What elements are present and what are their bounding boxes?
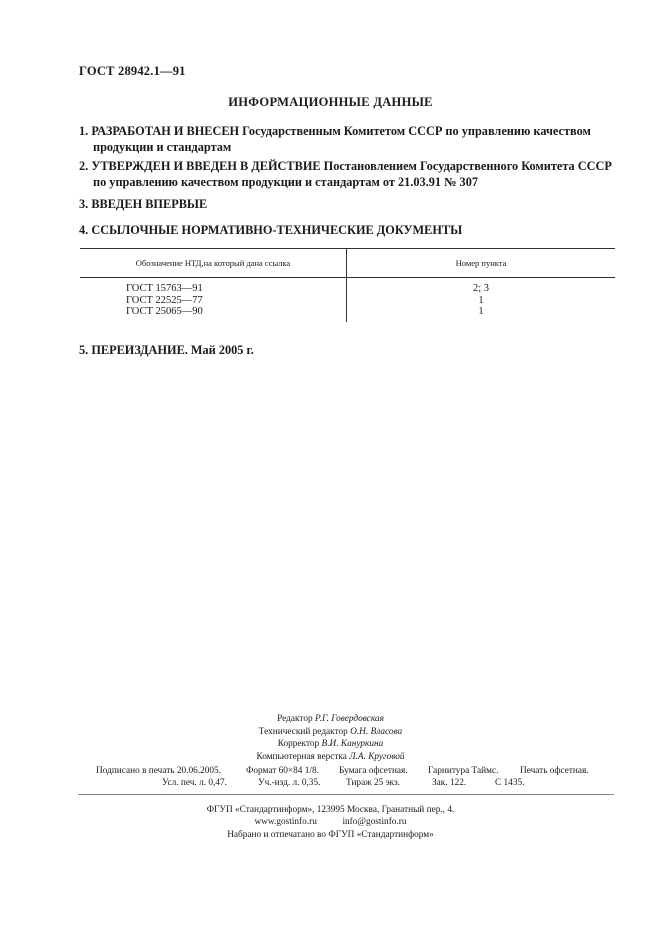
item-text: ССЫЛОЧНЫЕ НОРМАТИВНО-ТЕХНИЧЕСКИЕ ДОКУМЕНТЫ <box>91 223 463 237</box>
publisher-info <box>0 804 661 841</box>
info-item-3 <box>79 196 628 212</box>
column-header-clause: Номер пункта <box>347 249 616 278</box>
clause-cell: 1 <box>478 294 484 306</box>
credit-person: Л.А. Круговой <box>349 751 405 762</box>
editorial-credits <box>0 713 661 763</box>
info-item-2 <box>79 158 628 190</box>
document-cell: ГОСТ 25065—90 <box>80 306 347 322</box>
credit-editor <box>0 713 661 726</box>
document-cell: ГОСТ 15763—91 <box>80 278 347 295</box>
item-number: 2. <box>79 159 89 173</box>
format-label: Формат 60×84 <box>246 766 303 776</box>
credit-label: Технический редактор <box>258 726 348 737</box>
typeface: Гарнитура Таймс. <box>428 766 499 776</box>
divider <box>78 794 614 795</box>
info-item-4 <box>79 222 628 238</box>
table-row <box>80 306 615 322</box>
credit-layout <box>0 751 661 764</box>
clause-cell: 1 <box>478 306 484 317</box>
clause-cell: 2; 3 <box>472 283 490 294</box>
print-code: С 1435. <box>495 778 525 788</box>
item-number: 1. <box>79 124 89 138</box>
item-number: 5. <box>79 343 89 357</box>
order-number: Зак. 122. <box>432 778 467 788</box>
credit-corrector <box>0 738 661 751</box>
item-number: 4. <box>79 223 89 237</box>
column-header-document: Обозначение НТД,на который дана ссылка <box>80 249 347 278</box>
print-sheets: Усл. печ. л. 0,47. <box>162 778 227 788</box>
circulation: Тираж 25 экз. <box>346 778 400 788</box>
credit-person: О.Н. Власова <box>350 726 403 737</box>
table-row <box>80 295 615 307</box>
item-text: ПЕРЕИЗДАНИЕ. Май 2005 г. <box>91 343 254 357</box>
format-fraction: 1/8. <box>304 766 319 776</box>
reference-documents-table <box>80 248 615 322</box>
publisher-sheets: Уч.-изд. л. 0,35. <box>258 778 321 788</box>
credit-person: В.И. Кануркина <box>321 739 384 749</box>
publisher-printed-by: Набрано и отпечатано во ФГУП «Стандартинформ» <box>227 829 434 840</box>
publisher-site: www.gostinfo.ru <box>254 817 317 828</box>
print-method: Печать офсетная. <box>520 766 589 776</box>
publisher-email: info@gostinfo.ru <box>342 817 407 828</box>
publisher-contacts <box>0 816 661 828</box>
info-item-5 <box>79 342 628 358</box>
credit-label: Корректор <box>277 739 320 749</box>
section-heading: ИНФОРМАЦИОННЫЕ ДАННЫЕ <box>228 95 433 109</box>
publisher-address: ФГУП «Стандартинформ», 123995 Москва, Гранатный пер., 4. <box>206 805 455 815</box>
document-code: ГОСТ 28942.1—91 <box>79 64 186 78</box>
info-item-1 <box>79 123 628 155</box>
credit-person: Р.Г. Говердовская <box>314 714 384 724</box>
credit-tech-editor <box>0 726 661 739</box>
item-text: УТВЕРЖДЕН И ВВЕДЕН В ДЕЙСТВИЕ Постановлением Государственного Комитета СССР по управлению качеством продукции и стандартам от 21.03.91 № 307 <box>91 159 612 189</box>
credit-label: Редактор <box>277 714 313 724</box>
table-header-row <box>80 249 615 278</box>
item-number: 3. <box>79 197 89 211</box>
document-cell: ГОСТ 22525—77 <box>80 295 347 307</box>
paper-type: Бумага офсетная. <box>339 766 408 776</box>
item-text: ВВЕДЕН ВПЕРВЫЕ <box>91 197 208 211</box>
table-row <box>80 278 615 295</box>
credit-label: Компьютерная верстка <box>256 751 347 762</box>
paper-format <box>246 766 319 776</box>
signed-date: Подписано в печать 20.06.2005. <box>96 766 222 776</box>
item-text: РАЗРАБОТАН И ВНЕСЕН Государственным Комитетом СССР по управлению качеством продукции и стандартам <box>91 124 591 154</box>
